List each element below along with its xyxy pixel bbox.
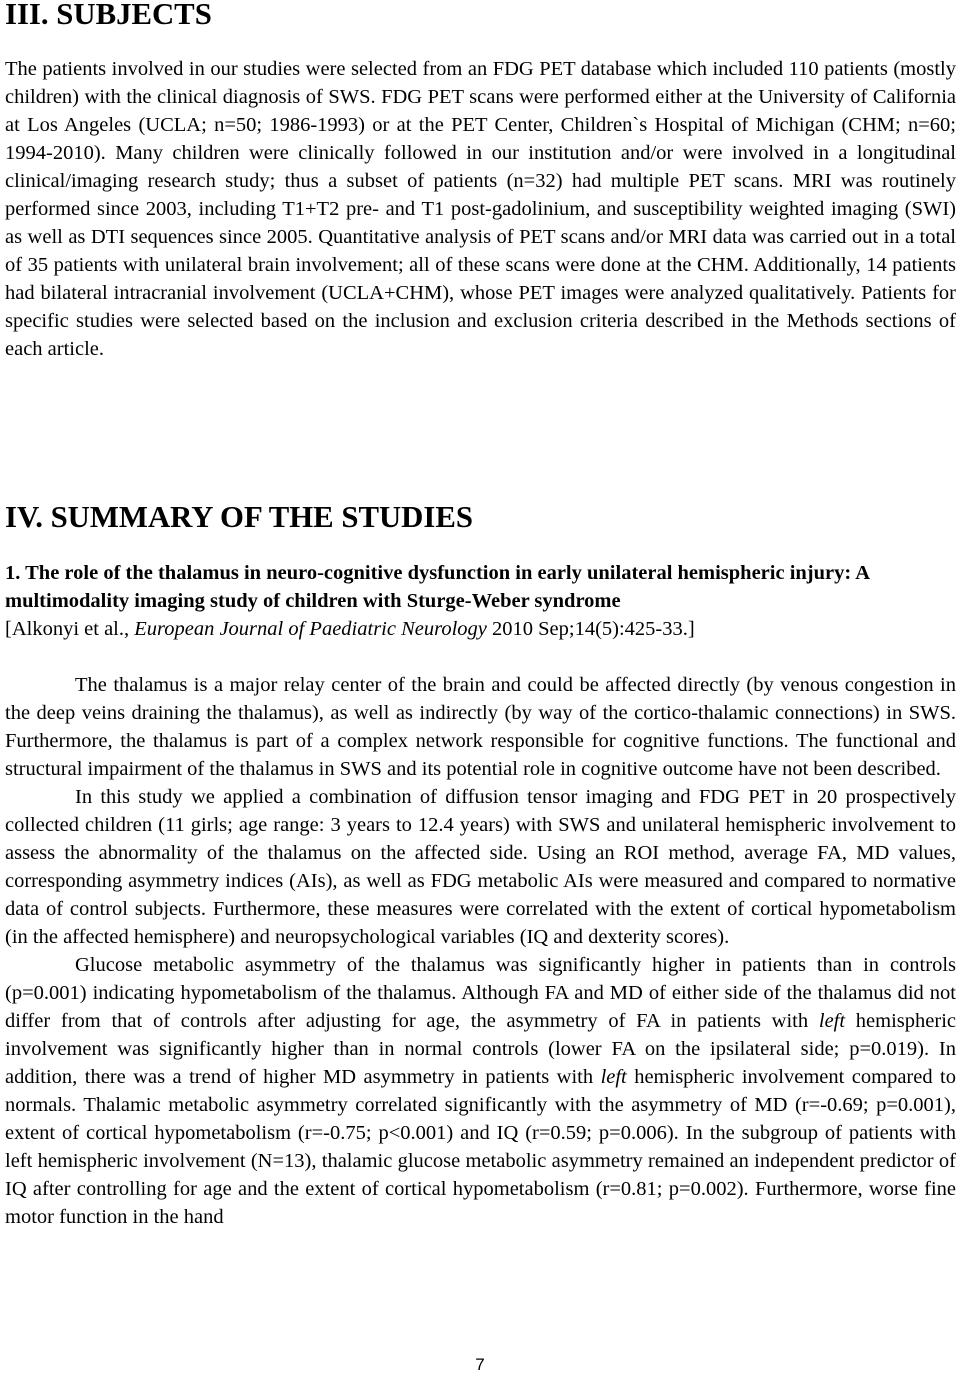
citation-details: 2010 Sep;14(5):425-33.] xyxy=(486,618,695,640)
study-1-paragraph-3 xyxy=(5,951,956,1231)
page-number: 7 xyxy=(475,1355,485,1374)
subjects-paragraph: The patients involved in our studies were selected from an FDG PET database which included 110 patients (mostly children) with the clinical diagnosis of SWS. FDG PET scans were performed either at the University of California at Los Angeles (UCLA; n=50; 1986-1993) or at the PET Center, Children`s Hospital of Michigan (CHM; n=60; 1994-2010). Many children were clinically followed in our institution and/or were involved in a longitudinal clinical/imaging research study; thus a subset of patients (n=32) had multiple PET scans. MRI was routinely performed since 2003, including T1+T2 pre- and T1 post-gadolinium, and susceptibility weighted imaging (SWI) as well as DTI sequences since 2005. Quantitative analysis of PET scans and/or MRI data was carried out in a total of 35 patients with unilateral brain involvement; all of these scans were done at the CHM. Additionally, 14 patients had bilateral intracranial involvement (UCLA+CHM), whose PET images were analyzed qualitatively. Patients for specific studies were selected based on the inclusion and exclusion criteria described in the Methods sections of each article. xyxy=(5,58,956,360)
citation-authors: [Alkonyi et al., xyxy=(5,618,135,640)
para3-part-c: hemispheric involvement compared to normals. Thalamic metabolic asymmetry correlated significantly with the asymmetry of MD (r=-0.69; p=0.001), extent of cortical hypometabolism (r=-0.75; p<0.001) and IQ (r=0.59; p=0.006). In the subgroup of patients with left hemispheric involvement (N=13), thalamic glucose metabolic asymmetry remained an independent predictor of IQ after controlling for age and the extent of cortical hypometabolism (r=0.81; p=0.002). Furthermore, worse fine motor function in the hand xyxy=(5,1066,956,1228)
section-heading-summary: IV. SUMMARY OF THE STUDIES xyxy=(5,500,473,534)
study-1-title: 1. The role of the thalamus in neuro-cognitive dysfunction in early unilateral hemispheric injury: A multimodality imaging study of children with Sturge-Weber syndrome xyxy=(5,562,869,612)
study-1-body xyxy=(5,671,956,1231)
para3-emphasis-left-1: left xyxy=(818,1010,846,1032)
study-1-citation xyxy=(5,615,956,643)
para3-part-b: hemispheric involvement was significantly higher than in normal controls (lower FA on the ipsilateral side; p=0.019). In addition, there was a trend of higher MD asymmetry in patients with xyxy=(5,1010,956,1088)
study-1-paragraph-1: The thalamus is a major relay center of the brain and could be affected directly (by venous congestion in the deep veins draining the thalamus), as well as indirectly (by way of the cortico-thalamic connections) in SWS. Furthermore, the thalamus is part of a complex network responsible for cognitive functions. The functional and structural impairment of the thalamus in SWS and its potential role in cognitive outcome have not been described. xyxy=(5,674,956,780)
para3-part-a: Glucose metabolic asymmetry of the thalamus was significantly higher in patients than in controls (p=0.001) indicating hypometabolism of the thalamus. Although FA and MD of either side of the thalamus did not differ from that of controls after adjusting for age, the asymmetry of FA in patients with xyxy=(5,954,956,1032)
study-1-paragraph-2: In this study we applied a combination of diffusion tensor imaging and FDG PET in 20 prospectively collected children (11 girls; age range: 3 years to 12.4 years) with SWS and unilateral hemispheric involvement to assess the abnormality of the thalamus on the affected side. Using an ROI method, average FA, MD values, corresponding asymmetry indices (AIs), as well as FDG metabolic AIs were measured and compared to normative data of control subjects. Furthermore, these measures were correlated with the extent of cortical hypometabolism (in the affected hemisphere) and neuropsychological variables (IQ and dexterity scores). xyxy=(5,786,956,948)
study-1-header xyxy=(5,559,956,643)
para3-emphasis-left-2: left xyxy=(600,1066,627,1088)
section-heading-subjects: III. SUBJECTS xyxy=(5,0,212,31)
citation-journal: European Journal of Paediatric Neurology xyxy=(134,618,487,640)
